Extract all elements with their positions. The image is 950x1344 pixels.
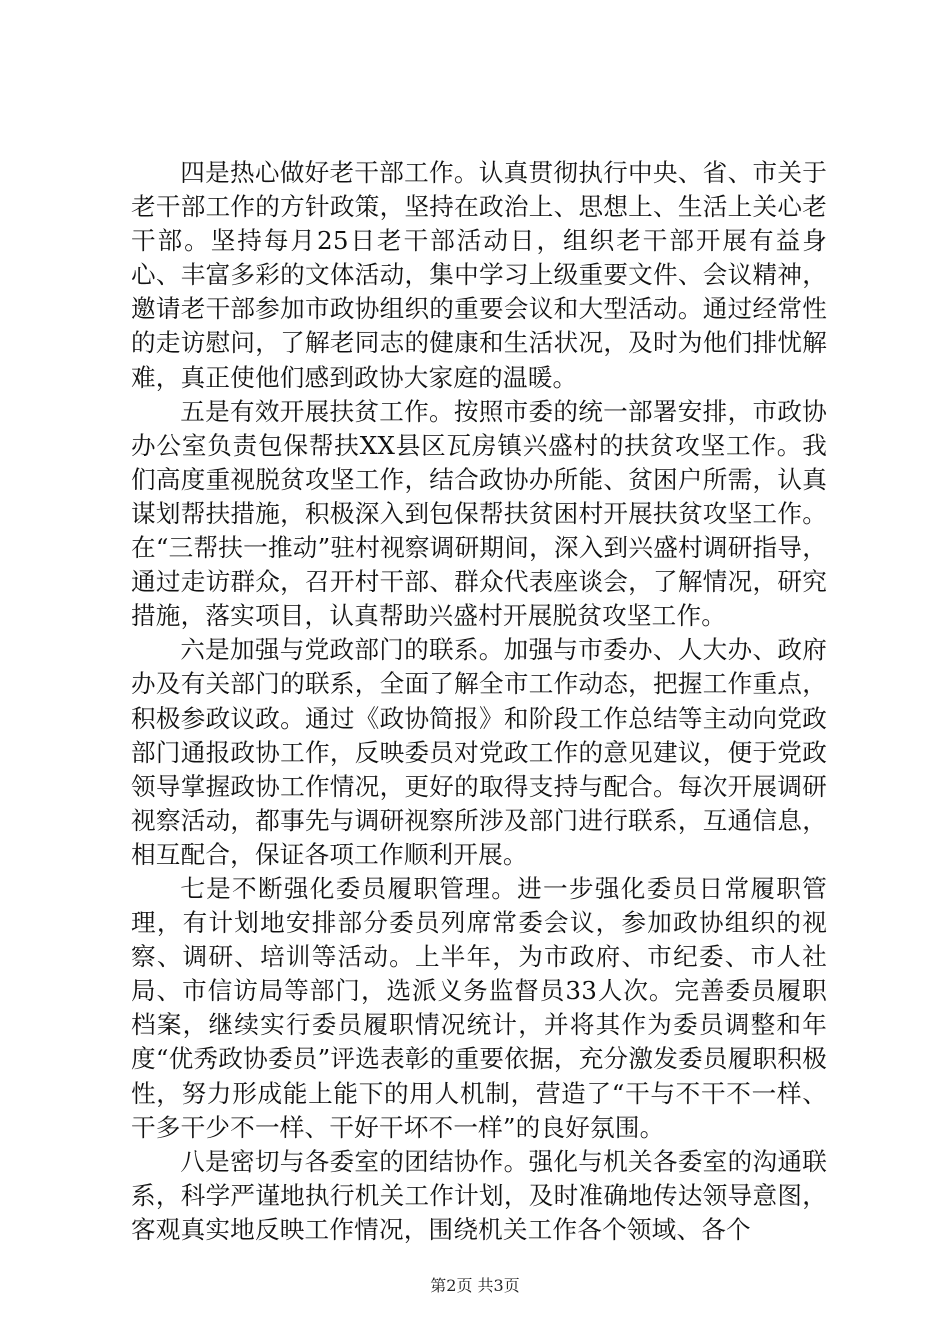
paragraph-party-government-liaison: 六是加强与党政部门的联系。加强与市委办、人大办、政府办及有关部门的联系，全面了解全市工作动态，把握工作重点，积极参政议政。通过《政协简报》和阶段工作总结等主动向党政部门通报政协工作，反映委员对党政工作的意见建议，便于党政领导掌握政协工作情况，更好的取得支持与配合。每次开展调研视察活动，都事先与调研视察所涉及部门进行联系，互通信息，相互配合，保证各项工作顺利开展。 — [131, 635, 827, 869]
paragraph-elderly-cadres: 四是热心做好老干部工作。认真贯彻执行中央、省、市关于老干部工作的方针政策，坚持在政治上、思想上、生活上关心老干部。坚持每月25日老干部活动日，组织老干部开展有益身心、丰富多彩的文体活动，集中学习上级重要文件、会议精神，邀请老干部参加市政协组织的重要会议和大型活动。通过经常性的走访慰问，了解老同志的健康和生活状况，及时为他们排忧解难，真正使他们感到政协大家庭的温暖。 — [131, 158, 827, 392]
document-body — [131, 156, 827, 1247]
paragraph-poverty-alleviation: 五是有效开展扶贫工作。按照市委的统一部署安排，市政协办公室负责包保帮扶XX县区瓦房镇兴盛村的扶贫攻坚工作。我们高度重视脱贫攻坚工作，结合政协办所能、贫困户所需，认真谋划帮扶措施，积极深入到包保帮扶贫困村开展扶贫攻坚工作。在“三帮扶一推动”驻村视察调研期间，深入到兴盛村调研指导，通过走访群众，召开村干部、群众代表座谈会，了解情况，研究措施，落实项目，认真帮助兴盛村开展脱贫攻坚工作。 — [131, 396, 827, 631]
page-number-footer: 第2页 共3页 — [430, 1276, 520, 1295]
paragraph-member-duty-management: 七是不断强化委员履职管理。进一步强化委员日常履职管理，有计划地安排部分委员列席常委会议，参加政协组织的视察、调研、培训等活动。上半年，为市政府、市纪委、市人社局、市信访局等部门，选派义务监督员33人次。完善委员履职档案，继续实行委员履职情况统计，并将其作为委员调整和年度“优秀政协委员”评选表彰的重要依据，充分激发委员履职积极性，努力形成能上能下的用人机制，营造了“干与不干不一样、干多干少不一样、干好干坏不一样”的良好氛围。 — [131, 873, 827, 1142]
paragraph-committee-cooperation: 八是密切与各委室的团结协作。强化与机关各委室的沟通联系，科学严谨地执行机关工作计划，及时准确地传达领导意图，客观真实地反映工作情况，围绕机关工作各个领域、各个 — [131, 1146, 827, 1244]
